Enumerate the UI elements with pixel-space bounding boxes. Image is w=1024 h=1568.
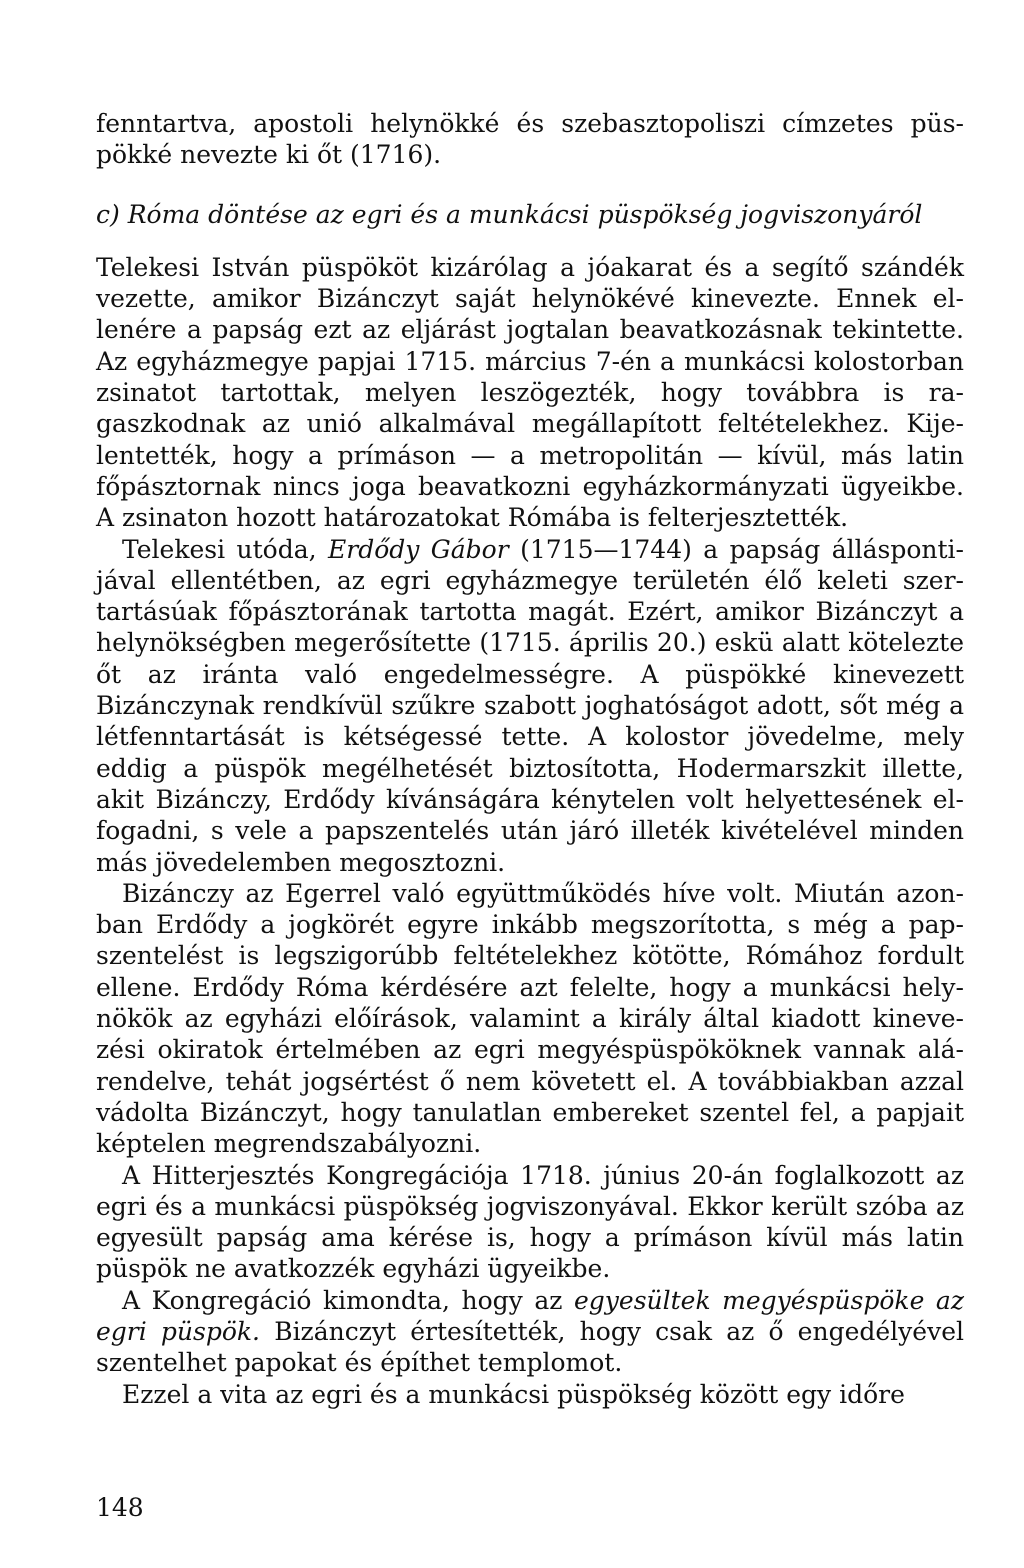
paragraph-4: A Hitterjesztés Kongregációja 1718. június 20-án foglalkozott az egri és a munkácsi püspökség jogviszonyával. Ekkor került szóba az egyesült papság ama kérése is, hogy a prímáson kívül más latin püspök ne avatkozzék egyházi ügyeikbe. xyxy=(96,1160,964,1284)
paragraph-2-rest: (1715—1744) a papság álláspontijával ellentétben, az egri egyházmegye területén élő keleti szertartásúak főpásztorának tartotta magát. Ezért, amikor Bizánczyt a helynökségben megerősítette (1715. április 20.) eskü alatt kötelezte őt az iránta való engedelmességre. A püspökké kinevezett Bizánczynak rendkívül szűkre szabott joghatóságot adott, sőt még a létfenntartását is kétségessé tette. A kolostor jövedelme, mely eddig a püspök megélhetését biztosította, Hodermarszkit illette, akit Bizánczy, Erdődy kívánságára kénytelen volt helyettesének elfogadni, s vele a papszentelés után járó illeték kivételével minden más jövedelemben megosztozni. xyxy=(96,534,964,877)
paragraph-continuation: fenntartva, apostoli helynökké és szebasztopoliszi címzetes püspökké nevezte ki őt (1716). xyxy=(96,109,964,170)
paragraph-1: Telekesi István püspököt kizárólag a jóakarat és a segítő szándék vezette, amikor Bizánczyt saját helynökévé kinevezte. Ennek ellenére a papság ezt az eljárást jogtalan beavatkozásnak tekintette. Az egyházmegye papjai 1715. március 7-én a munkácsi kolostorban zsinatot tartottak, melyen leszögezték, hogy továbbra is ragaszkodnak az unió alkalmával megállapított feltételekhez. Kijelentették, hogy a prímáson — a metropolitán — kívül, más latin főpásztornak nincs joga beavatkozni egyházkormányzati ügyeikbe. A zsinaton hozott határozatokat Rómába is felterjesztették. xyxy=(96,252,964,533)
paragraph-3: Bizánczy az Egerrel való együttműködés híve volt. Miután azonban Erdődy a jogkörét egyre inkább megszorította, s még a papszentelést is legszigorúbb feltételekhez kötötte, Rómához fordult ellene. Erdődy Róma kérdésére azt felelte, hogy a munkácsi helynökök az egyházi előírások, valamint a király által kiadott kinevezési okiratok értelmében az egri megyéspüspököknek vannak alárendelve, tehát jogsértést ő nem követett el. A továbbiakban azzal vádolta Bizánczyt, hogy tanulatlan embereket szentel fel, a papjait képtelen megrendszabályozni. xyxy=(96,878,964,1159)
section-heading: c) Róma döntése az egri és a munkácsi püspökség jogviszonyáról xyxy=(96,199,923,229)
paragraph-5-start: A Kongregáció kimondta, hogy az xyxy=(122,1285,574,1315)
body-text xyxy=(96,108,964,1410)
paragraph-5 xyxy=(96,1285,964,1379)
paragraph-2 xyxy=(96,534,964,878)
page-number: 148 xyxy=(96,1493,144,1522)
italic-phrase: egyesültek megyéspüspöke az egri püspök. xyxy=(96,1285,964,1346)
person-name-italic: Erdődy Gábor xyxy=(328,534,509,564)
paragraph-6: Ezzel a vita az egri és a munkácsi püspökség között egy időre xyxy=(122,1379,905,1409)
paragraph-2-start: Telekesi utóda, xyxy=(122,534,328,564)
paragraph-5-rest: Bizánczyt értesítették, hogy csak az ő engedélyével szentelhet papokat és építhet templomot. xyxy=(96,1316,964,1378)
